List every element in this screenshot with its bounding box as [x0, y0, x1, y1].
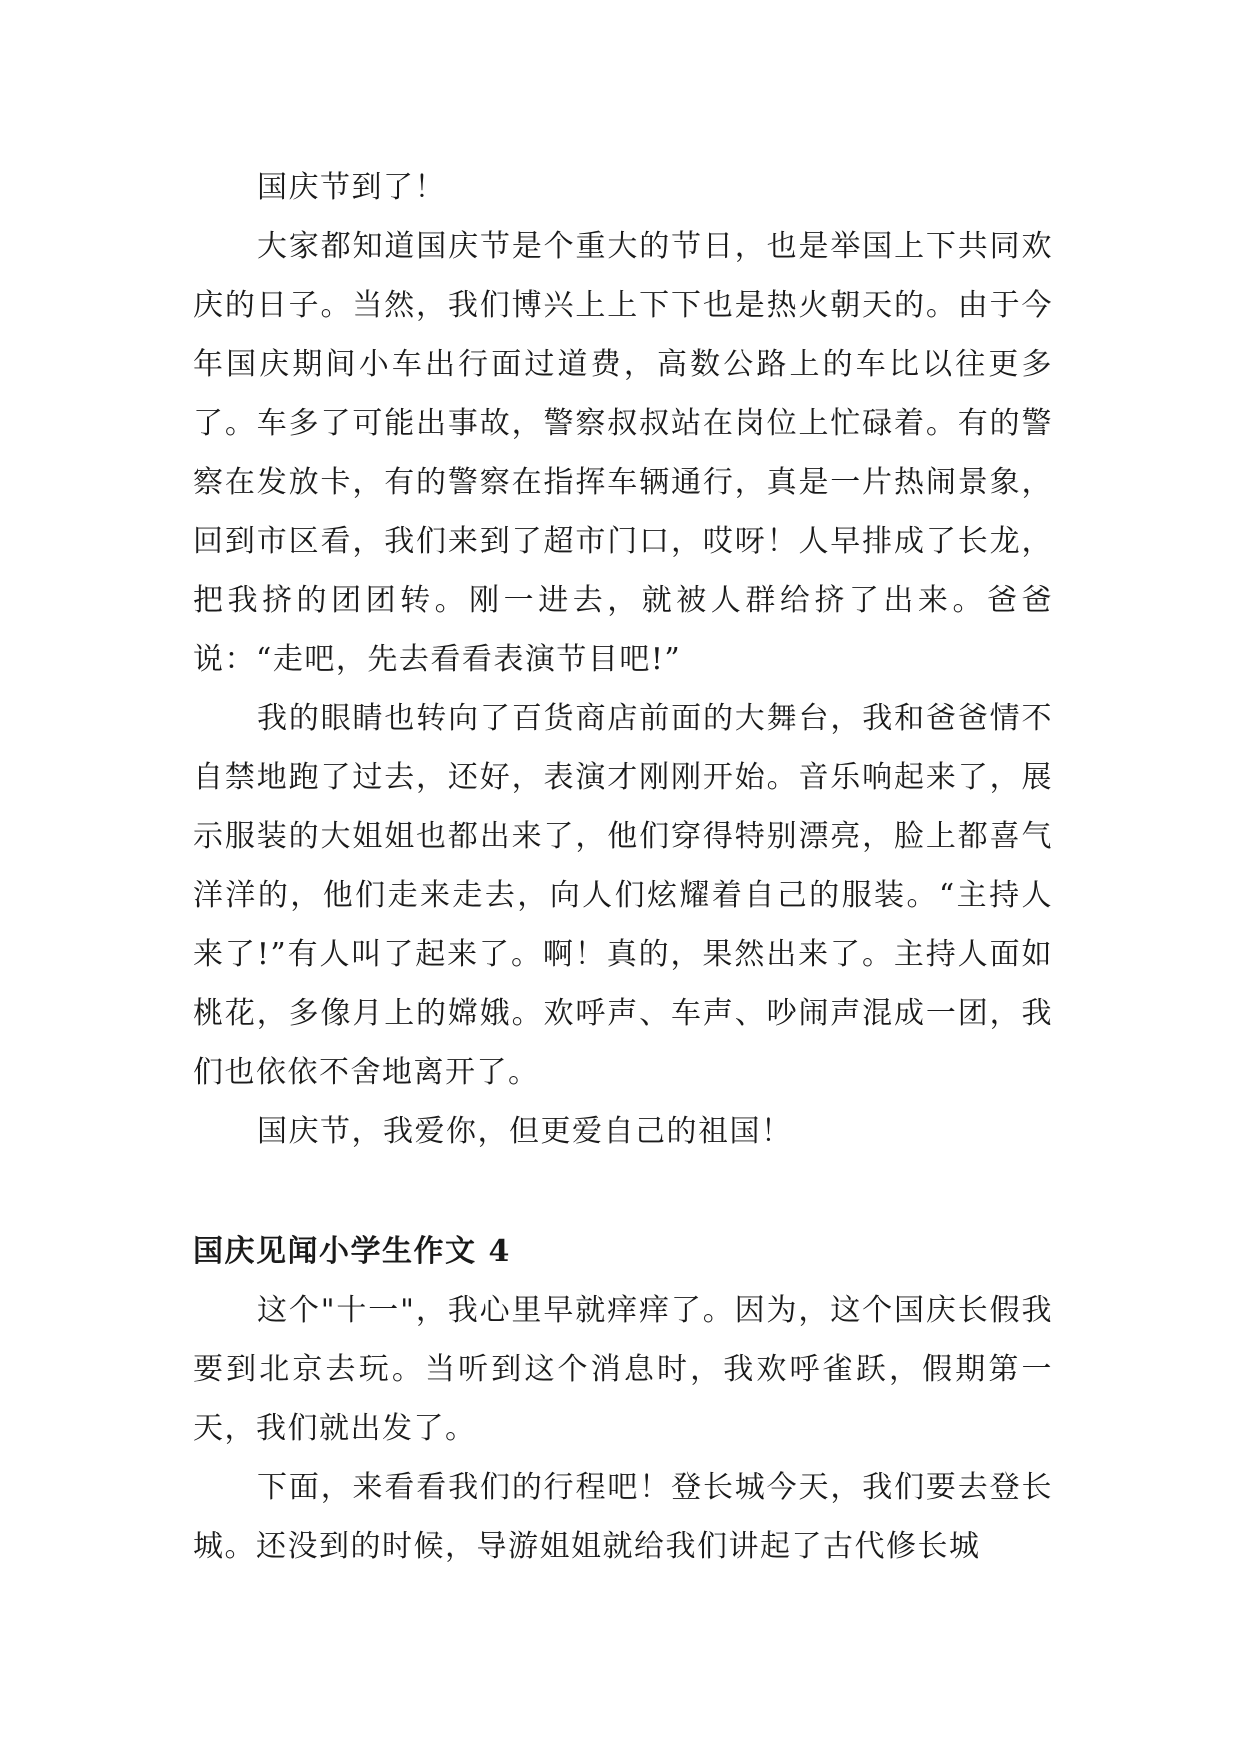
paragraph: 国庆节到了！: [257, 170, 446, 205]
paragraph: 下面，来看看我们的行程吧！登长城今天，我们要去登长城。还没到的时候，导游姐姐就给我们讲起了古代修长城: [193, 1470, 1053, 1564]
paragraph: 我的眼睛也转向了百货商店前面的大舞台，我和爸爸情不自禁地跑了过去，还好，表演才刚刚开始。音乐响起来了，展示服装的大姐姐也都出来了，他们穿得特别漂亮，脸上都喜气洋洋的，他们走来走去，向人们炫耀着自己的服装。“主持人来了!”有人叫了起来了。啊！真的，果然出来了。主持人面如桃花，多像月上的嫦娥。欢呼声、车声、吵闹声混成一团，我们也依依不舍地离开了。: [193, 701, 1053, 1090]
paragraph: 国庆节，我爱你，但更爱自己的祖国！: [257, 1114, 793, 1149]
paragraph: 这个"十一"，我心里早就痒痒了。因为，这个国庆长假我要到北京去玩。当听到这个消息时，我欢呼雀跃，假期第一天，我们就出发了。: [193, 1293, 1053, 1446]
paragraph: 大家都知道国庆节是个重大的节日，也是举国上下共同欢庆的日子。当然，我们博兴上上下下也是热火朝天的。由于今年国庆期间小车出行面过道费，高数公路上的车比以往更多了。车多了可能出事故，警察叔叔站在岗位上忙碌着。有的警察在发放卡，有的警察在指挥车辆通行，真是一片热闹景象，回到市区看，我们来到了超市门口，哎呀！人早排成了长龙，把我挤的团团转。刚一进去，就被人群给挤了出来。爸爸说：“走吧，先去看看表演节目吧!”: [193, 229, 1053, 677]
section-heading: 国庆见闻小学生作文 4: [193, 1234, 511, 1269]
document-page: [193, 158, 1053, 1576]
